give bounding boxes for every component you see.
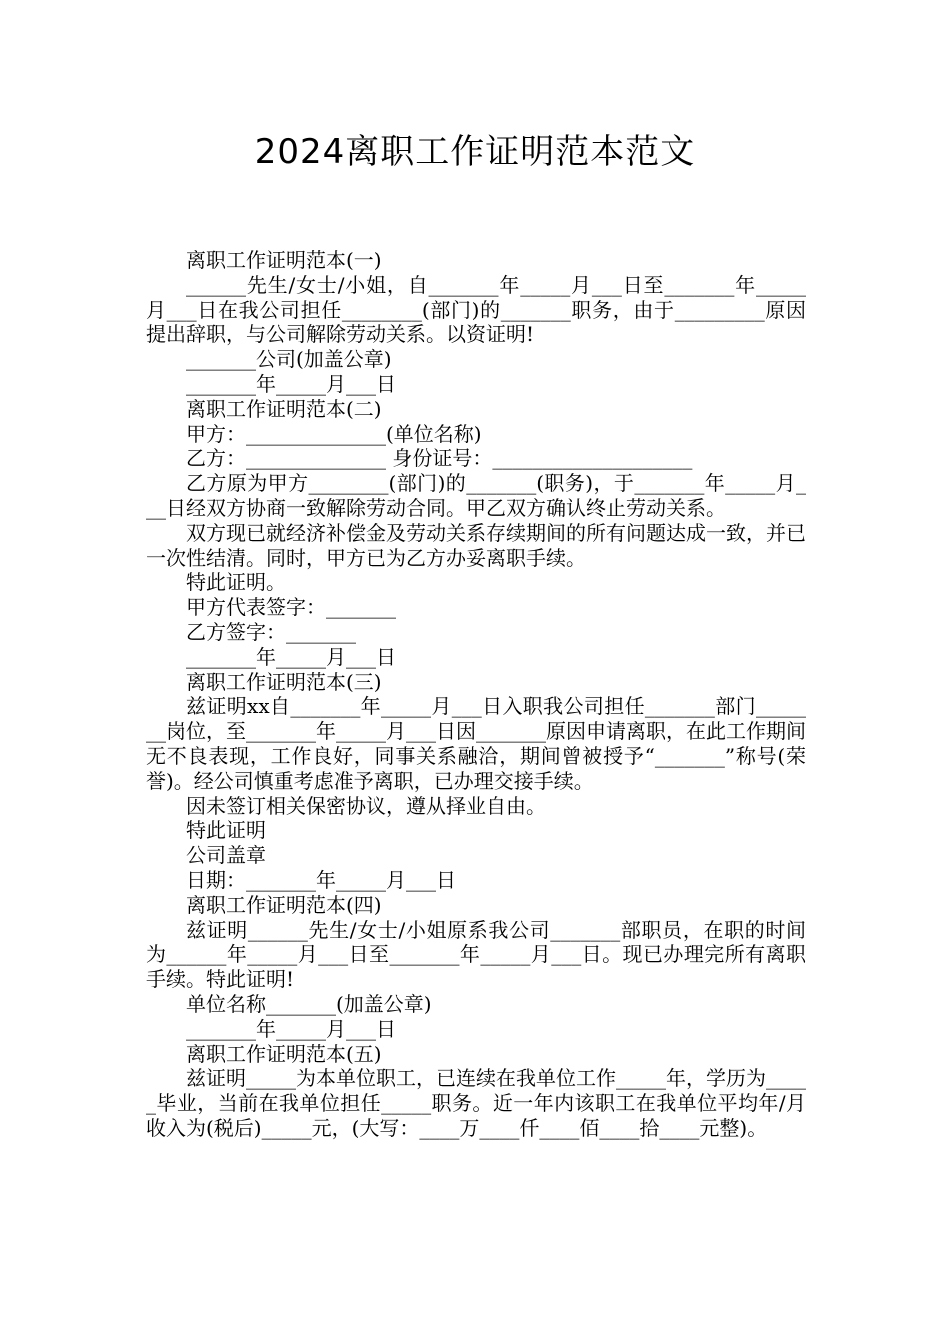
paragraph: 兹证明_____为本单位职工，已连续在我单位工作_____年，学历为_____毕业，当前在我单位担任_____职务。近一年内该职工在我单位平均年/月收入为(税后)_____元，(大写：____万____仟____佰____拾____元整)。 (146, 1066, 806, 1140)
paragraph: 乙方签字：_______ (186, 619, 356, 644)
page-title: 2024离职工作证明范本范文 (254, 132, 696, 172)
paragraph: _______年_____月___日 (186, 644, 396, 669)
paragraph: 兹证明xx自_______年_____月___日入职我公司担任_______部门_______岗位，至_______年_____月___日因_______原因申请离职，在此工作期间无不良表现，工作良好，同事关系融洽，期间曾被授予“_______”称号(荣誉)。经公司慎重考虑准予离职，已办理交接手续。 (146, 694, 806, 793)
paragraph: 日期：_______年_____月___日 (186, 867, 456, 892)
paragraph: 公司盖章 (186, 843, 266, 868)
document-body (146, 248, 806, 1141)
section-heading-5: 离职工作证明范本(五) (186, 1041, 382, 1066)
section-heading-4: 离职工作证明范本(四) (186, 892, 382, 917)
paragraph: _______公司(加盖公章) (186, 347, 392, 372)
section-heading-2: 离职工作证明范本(二) (186, 396, 382, 421)
paragraph: 因未签订相关保密协议，遵从择业自由。 (186, 793, 546, 818)
paragraph: 双方现已就经济补偿金及劳动关系存续期间的所有问题达成一致，并已一次性结清。同时，甲方已为乙方办妥离职手续。 (146, 520, 806, 570)
paragraph: 特此证明 (186, 818, 266, 843)
section-heading-3: 离职工作证明范本(三) (186, 669, 382, 694)
paragraph: 兹证明______先生/女士/小姐原系我公司_______部职员，在职的时间为______年_____月___日至_______年_____月___日。现已办理完所有离职手续。特此证明! (146, 917, 806, 992)
paragraph: 甲方代表签字：_______ (186, 595, 396, 620)
paragraph: 乙方原为甲方________(部门)的_______(职务)，于_______年_____月___日经双方协商一致解除劳动合同。甲乙双方确认终止劳动关系。 (146, 471, 806, 520)
paragraph: _______年_____月___日 (186, 1016, 396, 1041)
paragraph: _______年_____月___日 (186, 371, 396, 396)
paragraph: 甲方：______________(单位名称) (186, 421, 482, 446)
paragraph: 乙方：______________ 身份证号：____________________ (186, 446, 693, 471)
paragraph: 特此证明。 (186, 570, 286, 595)
paragraph: 单位名称_______(加盖公章) (186, 991, 432, 1016)
paragraph: ______先生/女士/小姐，自_______年_____月___日至_______年_____月___日在我公司担任________(部门)的_______职务，由于_________原因提出辞职，与公司解除劳动关系。以资证明! (146, 272, 806, 347)
section-heading-1: 离职工作证明范本(一) (186, 248, 382, 272)
